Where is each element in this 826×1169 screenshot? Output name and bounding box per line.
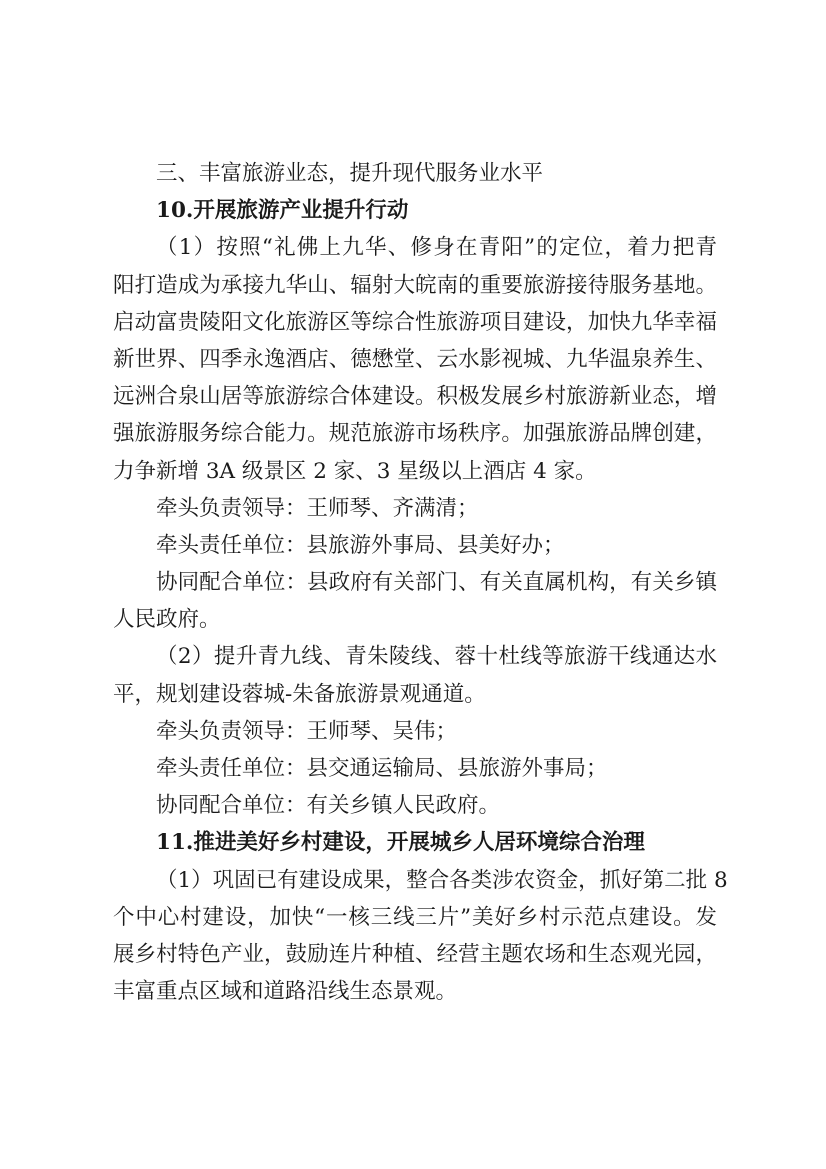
item-11-para1-line: 丰富重点区域和道路沿线生态景观。 xyxy=(113,979,458,1005)
item-10-para1-line: 启动富贵陵阳文化旅游区等综合性旅游项目建设，加快九华幸福 xyxy=(113,309,717,335)
item-10-para2-lead-leader: 牵头负责领导：王师琴、吴伟； xyxy=(156,718,458,744)
item-10-para1-coop-unit-cont: 人民政府。 xyxy=(113,607,221,633)
item-10-para2-lead-unit: 牵头责任单位：县交通运输局、县旅游外事局； xyxy=(156,756,608,781)
item-10-para1-line: 力争新增 3A 级景区 2 家、3 星级以上酒店 4 家。 xyxy=(113,458,597,484)
item-10-para2-line: （2）提升青九线、青朱陵线、蓉十杜线等旅游干线通达水 xyxy=(156,644,717,670)
item-10-para1-lead-unit: 牵头责任单位：县旅游外事局、县美好办； xyxy=(156,532,565,558)
item-10-para1-line: 远洲合泉山居等旅游综合体建设。积极发展乡村旅游新业态，增 xyxy=(113,384,717,410)
document-body xyxy=(113,155,728,1010)
item-10-para1-line: 强旅游服务综合能力。规范旅游市场秩序。加强旅游品牌创建， xyxy=(113,421,717,447)
item-11-para1-line: 个中心村建设，加快“一核三线三片”美好乡村示范点建设。发 xyxy=(113,904,717,930)
item-11-para1-line: 展乡村特色产业，鼓励连片种植、经营主题农场和生态观光园， xyxy=(113,941,717,967)
section-heading: 三、丰富旅游业态，提升现代服务业水平 xyxy=(156,161,544,186)
item-11-heading: 11.推进美好乡村建设，开展城乡人居环境综合治理 xyxy=(156,830,645,856)
item-10-para1-line: 阳打造成为承接九华山、辐射大皖南的重要旅游接待服务基地。 xyxy=(113,272,717,298)
item-11-para1-line: （1）巩固已有建设成果，整合各类涉农资金，抓好第二批 8 xyxy=(156,867,728,893)
item-10-para1-coop-unit: 协同配合单位：县政府有关部门、有关直属机构，有关乡镇 xyxy=(156,570,717,596)
item-10-para1-line: （1）按照“礼佛上九华、修身在青阳”的定位，着力把青 xyxy=(156,235,717,261)
item-10-para1-line: 新世界、四季永逸酒店、德懋堂、云水影视城、九华温泉养生、 xyxy=(113,346,717,372)
item-10-para2-line: 平，规划建设蓉城-朱备旅游景观通道。 xyxy=(113,681,486,707)
item-10-heading: 10.开展旅游产业提升行动 xyxy=(156,198,409,224)
item-10-para2-coop-unit: 协同配合单位：有关乡镇人民政府。 xyxy=(156,793,501,819)
item-10-para1-lead-leader: 牵头负责领导：王师琴、齐满清； xyxy=(156,495,479,521)
